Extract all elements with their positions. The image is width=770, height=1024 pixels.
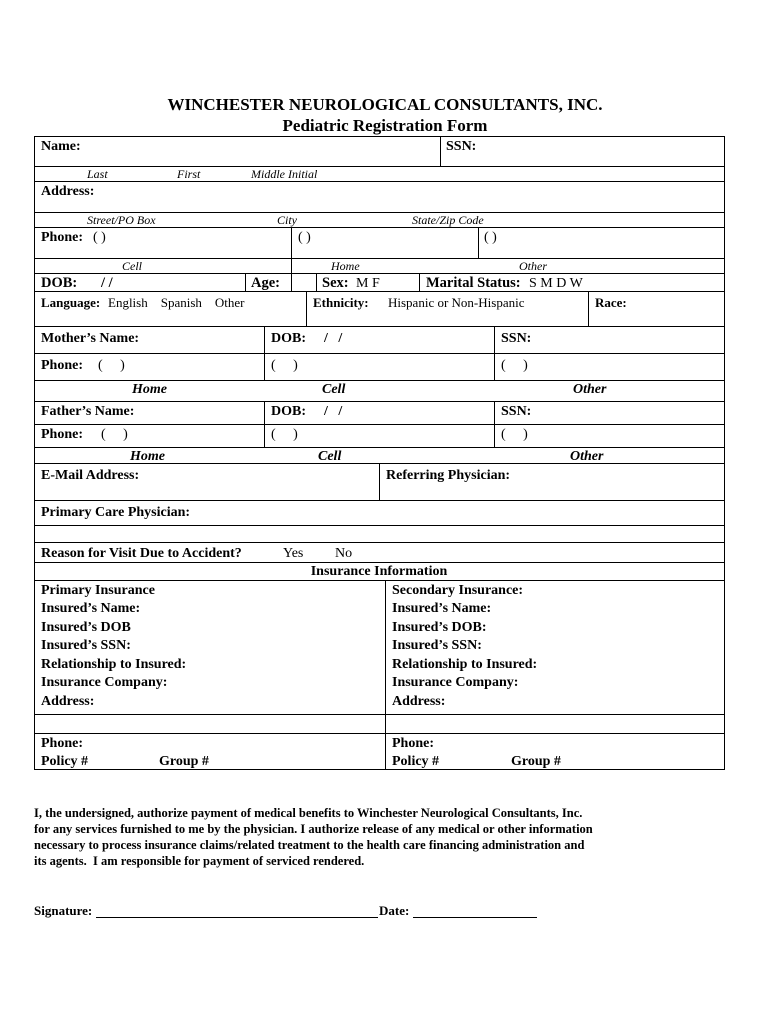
- primary-group-label: Group #: [159, 754, 209, 769]
- primary-insured-dob: Insured’s DOB: [41, 620, 131, 635]
- primary-address: Address:: [41, 694, 95, 709]
- father-phone-label: Phone:: [41, 427, 83, 442]
- mother-home-paren: ( ): [98, 358, 125, 373]
- father-dob-label: DOB:: [271, 404, 306, 419]
- primary-insured-ssn: Insured’s SSN:: [41, 638, 131, 653]
- patient-sex-options: M F: [356, 276, 380, 291]
- secondary-group-label: Group #: [511, 754, 561, 769]
- patient-ethnicity-label: Ethnicity:: [313, 295, 369, 310]
- father-hint-other: Other: [570, 449, 604, 464]
- referring-physician-label: Referring Physician:: [386, 468, 511, 483]
- patient-ethnicity-options: Hispanic or Non-Hispanic: [388, 295, 525, 310]
- hint-last: Last: [87, 167, 108, 181]
- signature-line[interactable]: [96, 917, 378, 918]
- accident-question: Reason for Visit Due to Accident?: [41, 546, 242, 561]
- patient-home-paren: ( ): [298, 230, 311, 245]
- father-hint-home: Home: [130, 449, 165, 464]
- patient-address-label: Address:: [41, 184, 95, 199]
- patient-race-label: Race:: [595, 295, 627, 310]
- authorization-line-3: necessary to process insurance claims/related treatment to the health care financing administration and: [34, 838, 585, 852]
- secondary-phone-label: Phone:: [392, 736, 434, 751]
- patient-ssn-label: SSN:: [446, 139, 477, 154]
- mother-dob-slashes: / /: [324, 331, 343, 346]
- hint-city: City: [277, 213, 297, 227]
- patient-dob-label: DOB:: [41, 275, 78, 291]
- father-name-label: Father’s Name:: [41, 404, 135, 419]
- patient-language-options: English Spanish Other: [108, 295, 245, 310]
- mother-phone-label: Phone:: [41, 358, 83, 373]
- secondary-insured-name: Insured’s Name:: [392, 601, 492, 616]
- primary-care-physician-label: Primary Care Physician:: [41, 505, 191, 520]
- mother-hint-cell: Cell: [322, 382, 346, 397]
- primary-insurance-company: Insurance Company:: [41, 675, 168, 690]
- secondary-insured-dob: Insured’s DOB:: [392, 620, 487, 635]
- mother-hint-home: Home: [132, 382, 167, 397]
- father-ssn-label: SSN:: [501, 404, 532, 419]
- insurance-heading: Insurance Information: [310, 564, 448, 579]
- hint-street: Street/PO Box: [87, 213, 156, 227]
- father-hint-cell: Cell: [318, 449, 342, 464]
- mother-dob-label: DOB:: [271, 331, 306, 346]
- authorization-line-2: for any services furnished to me by the physician. I authorize release of any medical or other information: [34, 822, 593, 836]
- primary-phone-label: Phone:: [41, 736, 83, 751]
- father-dob-slashes: / /: [324, 404, 343, 419]
- mother-other-paren: ( ): [501, 358, 528, 373]
- primary-insured-name: Insured’s Name:: [41, 601, 141, 616]
- mother-ssn-label: SSN:: [501, 331, 532, 346]
- father-cell-paren: ( ): [271, 427, 298, 442]
- patient-cell-paren: ( ): [93, 230, 106, 245]
- secondary-insured-ssn: Insured’s SSN:: [392, 638, 482, 653]
- patient-phone-label: Phone:: [41, 230, 83, 245]
- patient-sex-label: Sex:: [322, 275, 349, 291]
- signature-label: Signature:: [34, 903, 93, 918]
- form-title: Pediatric Registration Form: [282, 116, 488, 135]
- mother-name-label: Mother’s Name:: [41, 331, 140, 346]
- accident-yes: Yes: [283, 546, 304, 561]
- father-other-paren: ( ): [501, 427, 528, 442]
- primary-insurance-label: Primary Insurance: [41, 583, 155, 598]
- secondary-policy-label: Policy #: [392, 754, 440, 769]
- secondary-address: Address:: [392, 694, 446, 709]
- father-home-paren: ( ): [101, 427, 128, 442]
- accident-no: No: [335, 546, 353, 561]
- primary-policy-label: Policy #: [41, 754, 89, 769]
- date-label: Date:: [379, 903, 410, 918]
- patient-marital-label: Marital Status:: [426, 275, 521, 291]
- patient-other-paren: ( ): [484, 230, 497, 245]
- organization-name: WINCHESTER NEUROLOGICAL CONSULTANTS, INC.: [167, 95, 603, 114]
- hint-home: Home: [331, 259, 360, 273]
- email-label: E-Mail Address:: [41, 468, 140, 483]
- hint-cell: Cell: [122, 259, 142, 273]
- patient-age-label: Age:: [251, 275, 280, 291]
- patient-dob-slashes: / /: [101, 275, 113, 291]
- hint-first: First: [177, 167, 201, 181]
- secondary-insurance-company: Insurance Company:: [392, 675, 519, 690]
- patient-language-label: Language:: [41, 295, 101, 310]
- hint-middle-initial: Middle Initial: [251, 167, 318, 181]
- secondary-insurance-label: Secondary Insurance:: [392, 583, 524, 598]
- mother-hint-other: Other: [573, 382, 607, 397]
- primary-relationship: Relationship to Insured:: [41, 657, 187, 672]
- patient-name-label: Name:: [41, 139, 81, 154]
- date-line[interactable]: [413, 917, 537, 918]
- hint-other: Other: [519, 259, 547, 273]
- patient-marital-options: S M D W: [529, 276, 583, 291]
- authorization-line-4: its agents. I am responsible for payment of serviced rendered.: [34, 854, 365, 868]
- mother-cell-paren: ( ): [271, 358, 298, 373]
- hint-state-zip: State/Zip Code: [412, 213, 484, 227]
- secondary-relationship: Relationship to Insured:: [392, 657, 538, 672]
- authorization-line-1: I, the undersigned, authorize payment of medical benefits to Winchester Neurological Consultants, Inc.: [34, 806, 583, 820]
